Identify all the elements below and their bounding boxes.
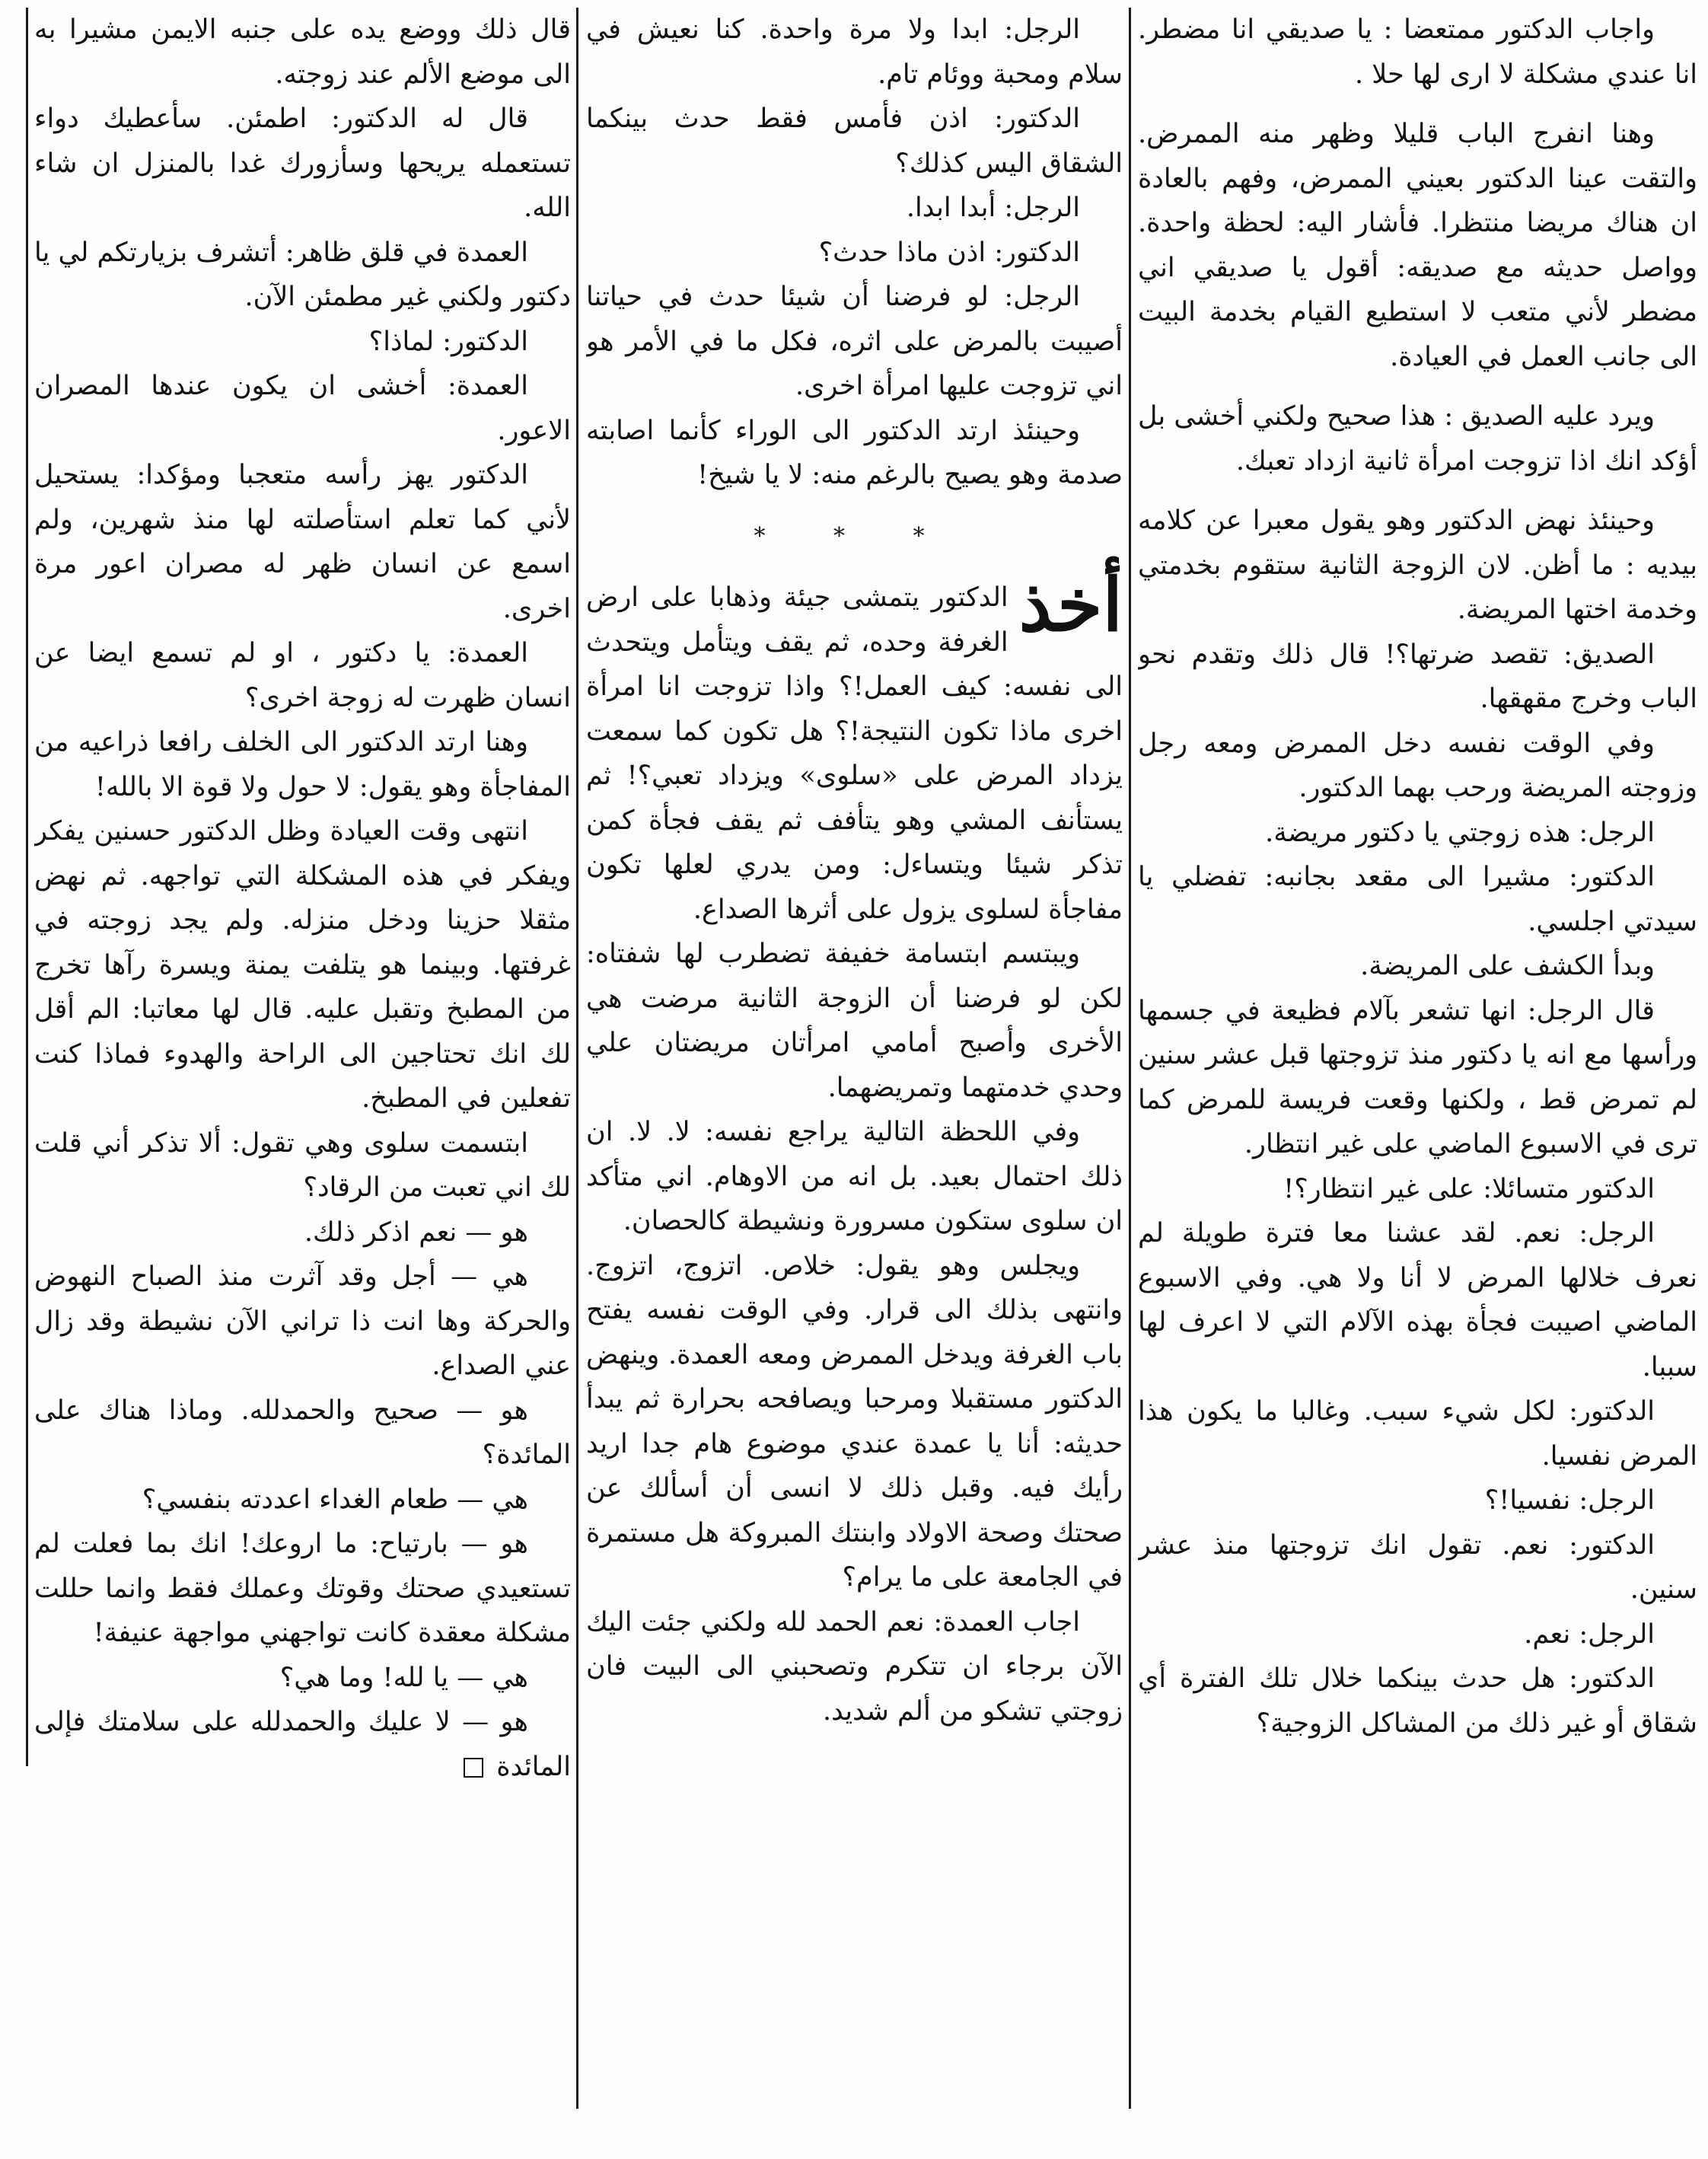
dropcap-word: أخذ	[1018, 562, 1123, 648]
paragraph: قال له الدكتور: اطمئن. سأعطيك دواء تستعمله يريحها وسأزورك غدا بالمنزل ان شاء الله.	[34, 104, 571, 223]
paragraph: الدكتور: نعم. تقول انك تزوجتها منذ عشر سنين.	[1138, 1529, 1697, 1605]
paragraph: الرجل: نعم. لقد عشنا معا فترة طويلة لم نعرف خلالها المرض لا أنا ولا هي. وفي الاسبوع الماضي اصيبت فجأة بهذه الآلام التي لا اعرف لها سببا.	[1138, 1218, 1697, 1382]
paragraph: الدكتور: اذن ماذا حدث؟	[818, 237, 1080, 268]
paragraph: العمدة: يا دكتور ، او لم تسمع ايضا عن انسان ظهرت له زوجة اخرى؟	[34, 638, 571, 713]
paragraph: هو — بارتياح: ما اروعك! انك بما فعلت لم تستعيدي صحتك وقوتك وعملك فقط وانما حللت مشكلة معقدة كانت تواجهني مواجهة عنيفة!	[34, 1529, 571, 1648]
paragraph: الرجل: ابدا ولا مرة واحدة. كنا نعيش في سلام ومحبة ووئام تام.	[586, 14, 1123, 90]
column-middle	[586, 8, 1123, 2116]
paragraph: وبدأ الكشف على المريضة.	[1360, 951, 1655, 981]
dropcap-paragraph	[586, 562, 1123, 932]
paragraph: هي — يا لله! وما هي؟	[279, 1662, 528, 1693]
column-left	[34, 8, 571, 2116]
paragraph: هو — صحيح والحمدلله. وماذا هناك على المائدة؟	[34, 1395, 571, 1470]
paragraph: العمدة: أخشى ان يكون عندها المصران الاعور.	[34, 371, 571, 446]
paragraph: الصديق: تقصد ضرتها؟! قال ذلك وتقدم نحو الباب وخرج مقهقها.	[1138, 639, 1697, 714]
paragraph: اجاب العمدة: نعم الحمد لله ولكني جئت اليك الآن برجاء ان تتكرم وتصحبني الى البيت فان زوجتي تشكو من ألم شديد.	[586, 1606, 1123, 1727]
paragraph: واجاب الدكتور ممتعضا : يا صديقي انا مضطر. انا عندي مشكلة لا ارى لها حلا .	[1138, 14, 1697, 90]
column-divider-right	[1129, 8, 1131, 2109]
paragraph: الرجل: هذه زوجتي يا دكتور مريضة.	[1265, 817, 1655, 848]
paragraph: وحينئذ نهض الدكتور وهو يقول معبرا عن كلامه بيديه : ما أظن. لان الزوجة الثانية ستقوم بخدمتي وخدمة اختها المريضة.	[1138, 505, 1697, 625]
paragraph: وهنا ارتد الدكتور الى الخلف رافعا ذراعيه من المفاجأة وهو يقول: لا حول ولا قوة الا بالله!	[34, 727, 571, 802]
paragraph: هي — طعام الغداء اعددته بنفسي؟	[142, 1484, 528, 1515]
paragraph: وفي اللحظة التالية يراجع نفسه: لا. لا. ان ذلك احتمال بعيد. بل انه من الاوهام. اني متأكد ان سلوى ستكون مسرورة ونشيطة كالحصان.	[586, 1117, 1123, 1236]
dropcap-paragraph-text: الدكتور يتمشى جيئة وذهابا على ارض الغرفة وحده، ثم يقف ويتأمل ويتحدث الى نفسه: كيف العمل!؟ واذا تزوجت انا امرأة اخرى ماذا تكون النتيجة!؟ هل تكون كما سمعت يزداد المرض على «سلوى» ويزداد تعبي؟! ثم يستأنف المشي وهو يتأفف ثم يقف فجأة كمن تذكر شيئا ويتساءل: ومن يدري لعلها تكون مفاجأة لسلوى يزول على أثرها الصداع.	[586, 582, 1123, 925]
paragraph: الرجل: نعم.	[1524, 1618, 1655, 1650]
paragraph: قال ذلك ووضع يده على جنبه الايمن مشيرا به الى موضع الألم عند زوجته.	[34, 14, 571, 90]
paragraph: هي — أجل وقد آثرت منذ الصباح النهوض والحركة وها انت ذا تراني الآن نشيطة وقد زال عني الصداع.	[34, 1261, 571, 1381]
page-margin-rule	[26, 8, 28, 1766]
paragraph: الرجل: لو فرضنا أن شيئا حدث في حياتنا أصيبت بالمرض على اثره، فكل ما في الأمر هو اني تزوجت عليها امرأة اخرى.	[586, 282, 1123, 401]
section-break-stars: * * *	[754, 522, 955, 550]
paragraph: الدكتور: مشيرا الى مقعد بجانبه: تفضلي يا سيدتي اجلسي.	[1138, 862, 1697, 937]
paragraph: الدكتور: لكل شيء سبب. وغالبا ما يكون هذا المرض نفسيا.	[1138, 1396, 1697, 1472]
paragraph: انتهى وقت العيادة وظل الدكتور حسنين يفكر ويفكر في هذه المشكلة التي تواجهه. ثم نهض مثقلا حزينا ودخل منزله. ولم يجد زوجته في غرفتها. وبينما هو يتلفت يمنة ويسرة رآها تخرج من المطبخ وتقبل عليه. قال لها معاتبا: الم أقل لك انك تحتاجين الى الراحة والهدوء فماذا كنت تفعلين في المطبخ.	[34, 816, 571, 1114]
closing-paragraph	[34, 1700, 571, 1789]
paragraph: الدكتور: هل حدث بينكما خلال تلك الفترة أي شقاق أو غير ذلك من المشاكل الزوجية؟	[1138, 1663, 1697, 1739]
paragraph: وهنا انفرج الباب قليلا وظهر منه الممرض. والتقت عينا الدكتور بعيني الممرض، وفهم بالعادة ان هناك مريضا منتظرا. فأشار اليه: لحظة واحدة. وواصل حديثه مع صديقه: أقول يا صديقي اني مضطر لأني متعب لا استطيع القيام بخدمة البيت الى جانب العمل في العيادة.	[1138, 119, 1697, 372]
paragraph: الدكتور: لماذا؟	[368, 326, 528, 357]
column-right	[1138, 8, 1697, 2116]
column-divider-left	[576, 8, 578, 2109]
paragraph: الدكتور متسائلا: على غير انتظار؟!	[1283, 1173, 1655, 1204]
paragraph: هو — نعم اذكر ذلك.	[304, 1217, 528, 1248]
paragraph: الدكتور: اذن فأمس فقط حدث بينكما الشقاق اليس كذلك؟	[586, 104, 1123, 179]
paragraph: ويجلس وهو يقول: خلاص. اتزوج، اتزوج. وانتهى بذلك الى قرار. وفي الوقت نفسه يفتح باب الغرفة ويدخل الممرض ومعه العمدة. وينهض الدكتور مستقبلا ومرحبا ويصافحه بحرارة ثم يبدأ حديثه: أنا يا عمدة عندي موضوع هام جدا اريد رأيك فيه. وقبل ذلك لا انسى أن أسألك عن صحتك وصحة الاولاد وابنتك المبروكة هل مستمرة في الجامعة على ما يرام؟	[586, 1250, 1123, 1593]
closing-text: هو — لا عليك والحمدلله على سلامتك فإلى المائدة	[34, 1707, 571, 1782]
paragraph: قال الرجل: انها تشعر بآلام فظيعة في جسمها ورأسها مع انه يا دكتور منذ تزوجتها قبل عشر سنين لم تمرض قط ، ولكنها وقعت فريسة للمرض كما ترى في الاسبوع الماضي على غير انتظار.	[1138, 995, 1697, 1159]
paragraph: ويبتسم ابتسامة خفيفة تضطرب لها شفتاه: لكن لو فرضنا أن الزوجة الثانية مرضت هي الأخرى وأصبح أمامي امرأتان مريضتان علي وحدي خدمتهما وتمريضهما.	[586, 939, 1123, 1103]
paragraph: ابتسمت سلوى وهي تقول: ألا تذكر أني قلت لك اني تعبت من الرقاد؟	[34, 1127, 571, 1203]
paragraph: الرجل: أبدا ابدا.	[906, 193, 1080, 223]
paragraph: وحينئذ ارتد الدكتور الى الوراء كأنما اصابته صدمة وهو يصيح بالرغم منه: لا يا شيخ!	[586, 415, 1123, 490]
paragraph: الرجل: نفسيا!؟	[1484, 1485, 1655, 1516]
paragraph: العمدة في قلق ظاهر: أتشرف بزيارتكم لي يا دكتور ولكني غير مطمئن الآن.	[34, 237, 571, 312]
paragraph: الدكتور يهز رأسه متعجبا ومؤكدا: يستحيل لأني كما تعلم استأصلته لها منذ شهرين، ولم اسمع عن انسان ظهر له مصران اعور مرة اخرى.	[34, 460, 571, 624]
end-of-article-square-icon	[464, 1758, 483, 1778]
paragraph: ويرد عليه الصديق : هذا صحيح ولكني أخشى بل أؤكد انك اذا تزوجت امرأة ثانية ازداد تعبك.	[1138, 401, 1697, 477]
paragraph: وفي الوقت نفسه دخل الممرض ومعه رجل وزوجته المريضة ورحب بهما الدكتور.	[1138, 728, 1697, 803]
